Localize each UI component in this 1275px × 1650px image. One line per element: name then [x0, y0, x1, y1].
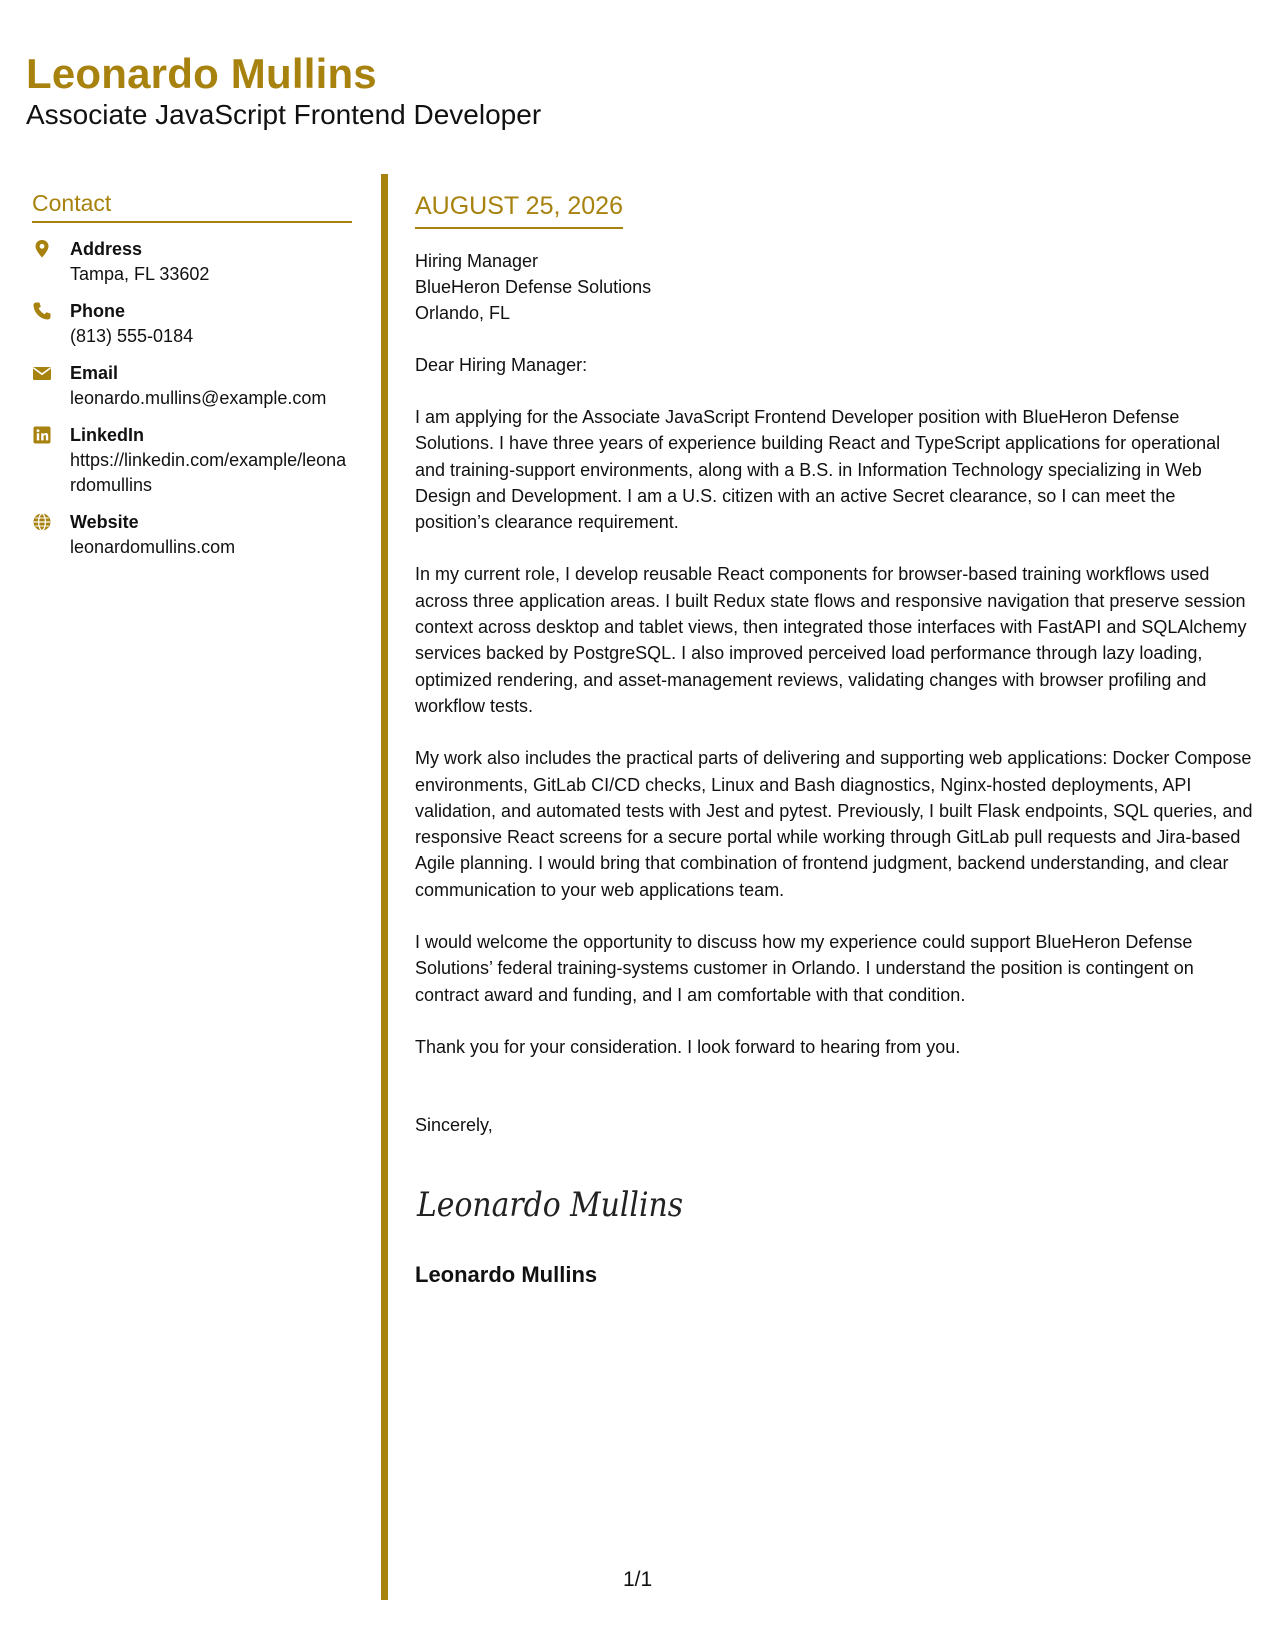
contact-value-linkedin[interactable]: https://linkedin.com/example/leonardomullins [70, 450, 347, 495]
paragraph: My work also includes the practical parts of delivering and supporting web applications: Docker Compose environments, GitLab CI/CD checks, Linux and Bash diagnostics, Nginx-hosted deployments, API validation, and automated tests with Jest and pytest. Previously, I built Flask endpoints, SQL queries, and responsive React screens for a secure portal while working through GitLab pull requests and Jira-based Agile planning. I would bring that combination of frontend judgment, backend understanding, and clear communication to your web applications team. [415, 748, 1253, 900]
recipient-company: BlueHeron Defense Solutions [415, 277, 652, 297]
signer-name: Leonardo Mullins [415, 1262, 598, 1288]
paragraph: I am applying for the Associate JavaScript Frontend Developer position with BlueHeron Defense Solutions. I have three years of experience building React and TypeScript applications for operational and training-support environments, along with a B.S. in Information Technology specializing in Web Design and Development. I am a U.S. citizen with an active Secret clearance, so I can meet the position’s clearance requirement. [415, 407, 1221, 533]
contact-label-website: Website [70, 512, 139, 532]
contact-value-website[interactable]: leonardomullins.com [70, 537, 236, 557]
map-pin-icon [32, 239, 52, 259]
linkedin-icon [32, 425, 52, 445]
paragraph: I would welcome the opportunity to discuss how my experience could support BlueHeron Defense Solutions’ federal training-systems customer in Orlando. I understand the position is contingent on contract award and funding, and I am comfortable with that condition. [415, 932, 1194, 1005]
applicant-name: Leonardo Mullins [26, 50, 377, 97]
contact-sidebar [32, 188, 352, 560]
header [26, 48, 541, 132]
page-number: 1/1 [623, 1568, 653, 1591]
contact-label-email: Email [70, 363, 119, 383]
vertical-divider [381, 174, 388, 1600]
phone-icon [32, 301, 52, 321]
contact-item-phone [32, 299, 352, 349]
recipient-block [415, 248, 1255, 326]
recipient-location: Orlando, FL [415, 303, 511, 323]
contact-label-linkedin: LinkedIn [70, 425, 145, 445]
contact-item-website [32, 510, 352, 560]
job-title: Associate JavaScript Frontend Developer [26, 99, 542, 130]
contact-heading: Contact [32, 188, 352, 223]
contact-value-address: Tampa, FL 33602 [70, 264, 210, 284]
globe-icon [32, 512, 52, 532]
contact-value-email[interactable]: leonardo.mullins@example.com [70, 388, 327, 408]
letter-date: AUGUST 25, 2026 [415, 190, 623, 229]
contact-item-email [32, 361, 352, 411]
contact-label-phone: Phone [70, 301, 126, 321]
recipient-title: Hiring Manager [415, 251, 539, 271]
contact-list [32, 237, 352, 560]
closing: Sincerely, [415, 1115, 493, 1136]
handwritten-signature [415, 1174, 695, 1234]
letter-body [415, 190, 1255, 1289]
paragraph: In my current role, I develop reusable React components for browser-based training workflows used across three application areas. I built Redux state flows and responsive navigation that preserve session context across desktop and tablet views, then integrated those interfaces with FastAPI and SQLAlchemy services backed by PostgreSQL. I also improved perceived load performance through lazy loading, optimized rendering, and asset-management reviews, validating changes with browser profiling and workflow tests. [415, 564, 1247, 716]
paragraph: Thank you for your consideration. I look forward to hearing from you. [415, 1036, 961, 1057]
envelope-icon [32, 363, 52, 383]
signature-text: Leonardo Mullins [416, 1185, 683, 1226]
salutation: Dear Hiring Manager: [415, 355, 588, 375]
contact-label-address: Address [70, 239, 143, 259]
contact-value-phone: (813) 555-0184 [70, 326, 194, 346]
contact-item-linkedin [32, 423, 352, 498]
contact-item-address [32, 237, 352, 287]
